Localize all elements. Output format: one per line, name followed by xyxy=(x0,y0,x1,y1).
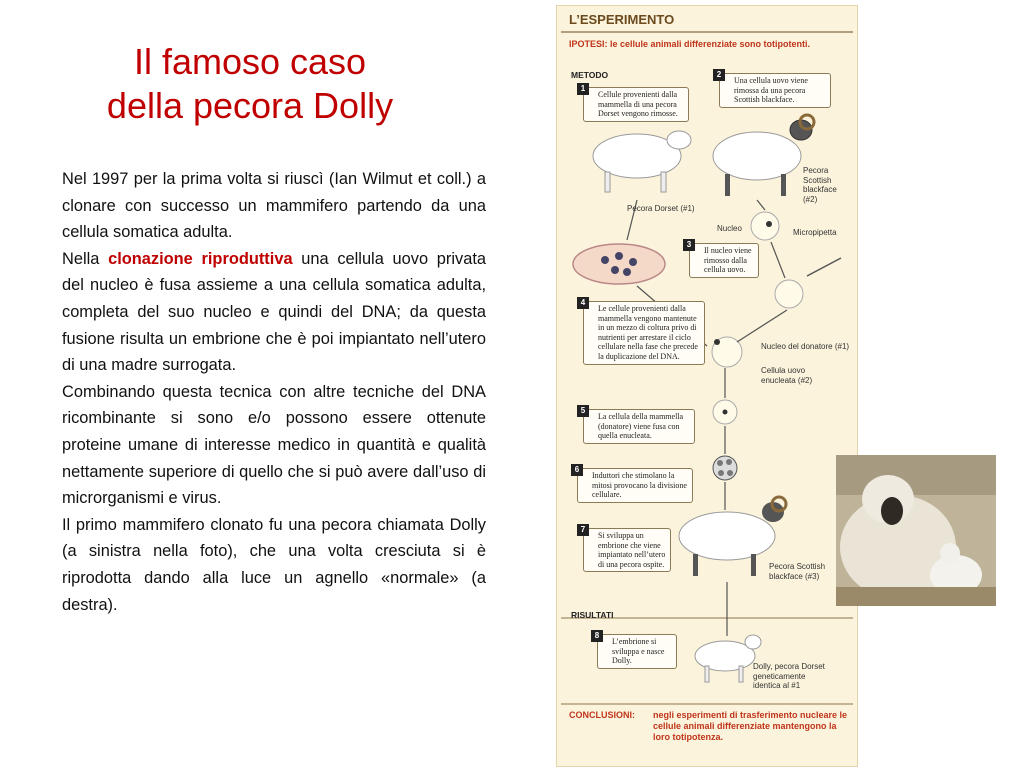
step-3 xyxy=(686,240,759,278)
method-label: METODO xyxy=(571,70,609,80)
step-3-text: Il nucleo viene rimosso dalla cellula uovo. xyxy=(704,246,752,275)
step-4-number: 4 xyxy=(577,297,589,309)
sheep-scottish-icon xyxy=(713,115,814,196)
step-1 xyxy=(580,84,689,122)
step-2 xyxy=(716,70,831,108)
paragraph-2-end: una cellula uovo privata del nucleo è fusa assieme a una cellula somatica adulta, completa del suo nucleo e quindi del DNA; da questa fusione risulta un embrione che è poi impiantato nell’utero di una madre surrogata. xyxy=(62,249,486,375)
step-8-text: L’embrione si sviluppa e nasce Dolly. xyxy=(612,637,665,666)
conclusions-text: negli esperimenti di trasferimento nucleare le cellule animali differenziate mantengono la loro totipotenza. xyxy=(653,710,848,742)
step-2-text: Una cellula uovo viene rimossa da una pecora Scottish blackface. xyxy=(734,76,808,105)
slide-title xyxy=(60,40,440,128)
step-5-number: 5 xyxy=(577,405,589,417)
step-6-text: Induttori che stimolano la mitosi provocano la divisione cellulare. xyxy=(592,471,687,500)
experiment-title: L’ESPERIMENTO xyxy=(569,12,675,27)
note-nucleo: Nucleo xyxy=(717,224,742,233)
results-label: RISULTATI xyxy=(571,610,614,620)
step-4 xyxy=(580,298,705,365)
paragraph-1: Nel 1997 per la prima volta si riuscì (Ian Wilmut et coll.) a clonare con successo un mammifero partendo da una cellula somatica adulta. xyxy=(62,170,486,242)
note-dolly: Dolly, pecora Dorset geneticamente identica al #1 xyxy=(753,662,825,690)
embryo-icon xyxy=(713,456,737,480)
enucleated-egg-icon xyxy=(775,280,803,308)
slide-title-line-1: Il famoso caso xyxy=(133,41,367,82)
slide-title-line-2: della pecora Dolly xyxy=(106,85,394,126)
note-micropipetta: Micropipetta xyxy=(793,228,837,237)
dolly-lamb-icon xyxy=(695,635,761,682)
petri-dish-icon xyxy=(573,244,665,284)
step-6 xyxy=(574,465,693,503)
step-2-number: 2 xyxy=(713,69,725,81)
step-8-number: 8 xyxy=(591,630,603,642)
paragraph-2-start: Nella xyxy=(62,249,109,268)
egg-cell-icon xyxy=(751,212,779,240)
note-enucleated: Cellula uovo enucleata (#2) xyxy=(761,366,813,385)
step-1-text: Cellule provenienti dalla mammella di una pecora Dorset vengono rimosse. xyxy=(598,90,678,119)
conclusions-label: CONCLUSIONI: xyxy=(569,710,635,720)
step-7 xyxy=(580,525,671,572)
note-dorset: Pecora Dorset (#1) xyxy=(627,204,695,213)
experiment-panel xyxy=(556,5,858,767)
step-8 xyxy=(594,631,677,669)
paragraph-4: Il primo mammifero clonato fu una pecora chiamata Dolly (a sinistra nella foto), che una volta cresciuta si è riprodotta dando alla luce un agnello «normale» (a destra). xyxy=(62,515,486,614)
step-4-text: Le cellule provenienti dalla mammella vengono mantenute in un mezzo di coltura privo di nutrienti per arrestare il ciclo cellulare nella fase che precede la duplicazione del DNA. xyxy=(598,304,698,361)
dolly-photo xyxy=(836,455,996,606)
highlight-clonazione: clonazione riproduttiva xyxy=(108,249,293,268)
note-scottish-2: Pecora Scottish blackface (#2) xyxy=(803,166,837,204)
paragraph-3: Combinando questa tecnica con altre tecniche del DNA ricombinante si sono e/o possono essere ottenute proteine umane di interesse medico in quantità e qualità nettamente superiore di quello che si può avere dall’uso di microrganismi e virus. xyxy=(62,382,486,508)
paragraph-2 xyxy=(62,246,486,379)
dolly-photo-image xyxy=(836,455,996,606)
step-6-number: 6 xyxy=(571,464,583,476)
sheep-dorset-icon xyxy=(593,131,691,192)
step-3-number: 3 xyxy=(683,239,695,251)
note-scottish-3: Pecora Scottish blackface (#3) xyxy=(769,562,826,581)
step-7-number: 7 xyxy=(577,524,589,536)
step-5 xyxy=(580,406,695,444)
body-text xyxy=(62,166,486,618)
experiment-hypothesis: IPOTESI: le cellule animali differenziate sono totipotenti. xyxy=(569,39,811,49)
step-1-number: 1 xyxy=(577,83,589,95)
step-5-text: La cellula della mammella (donatore) viene fusa con quella enucleata. xyxy=(598,412,684,441)
step-7-text: Si sviluppa un embrione che viene impiantato nell’utero di una pecora ospite. xyxy=(598,531,666,569)
note-donor-nucleus: Nucleo del donatore (#1) xyxy=(761,342,850,351)
